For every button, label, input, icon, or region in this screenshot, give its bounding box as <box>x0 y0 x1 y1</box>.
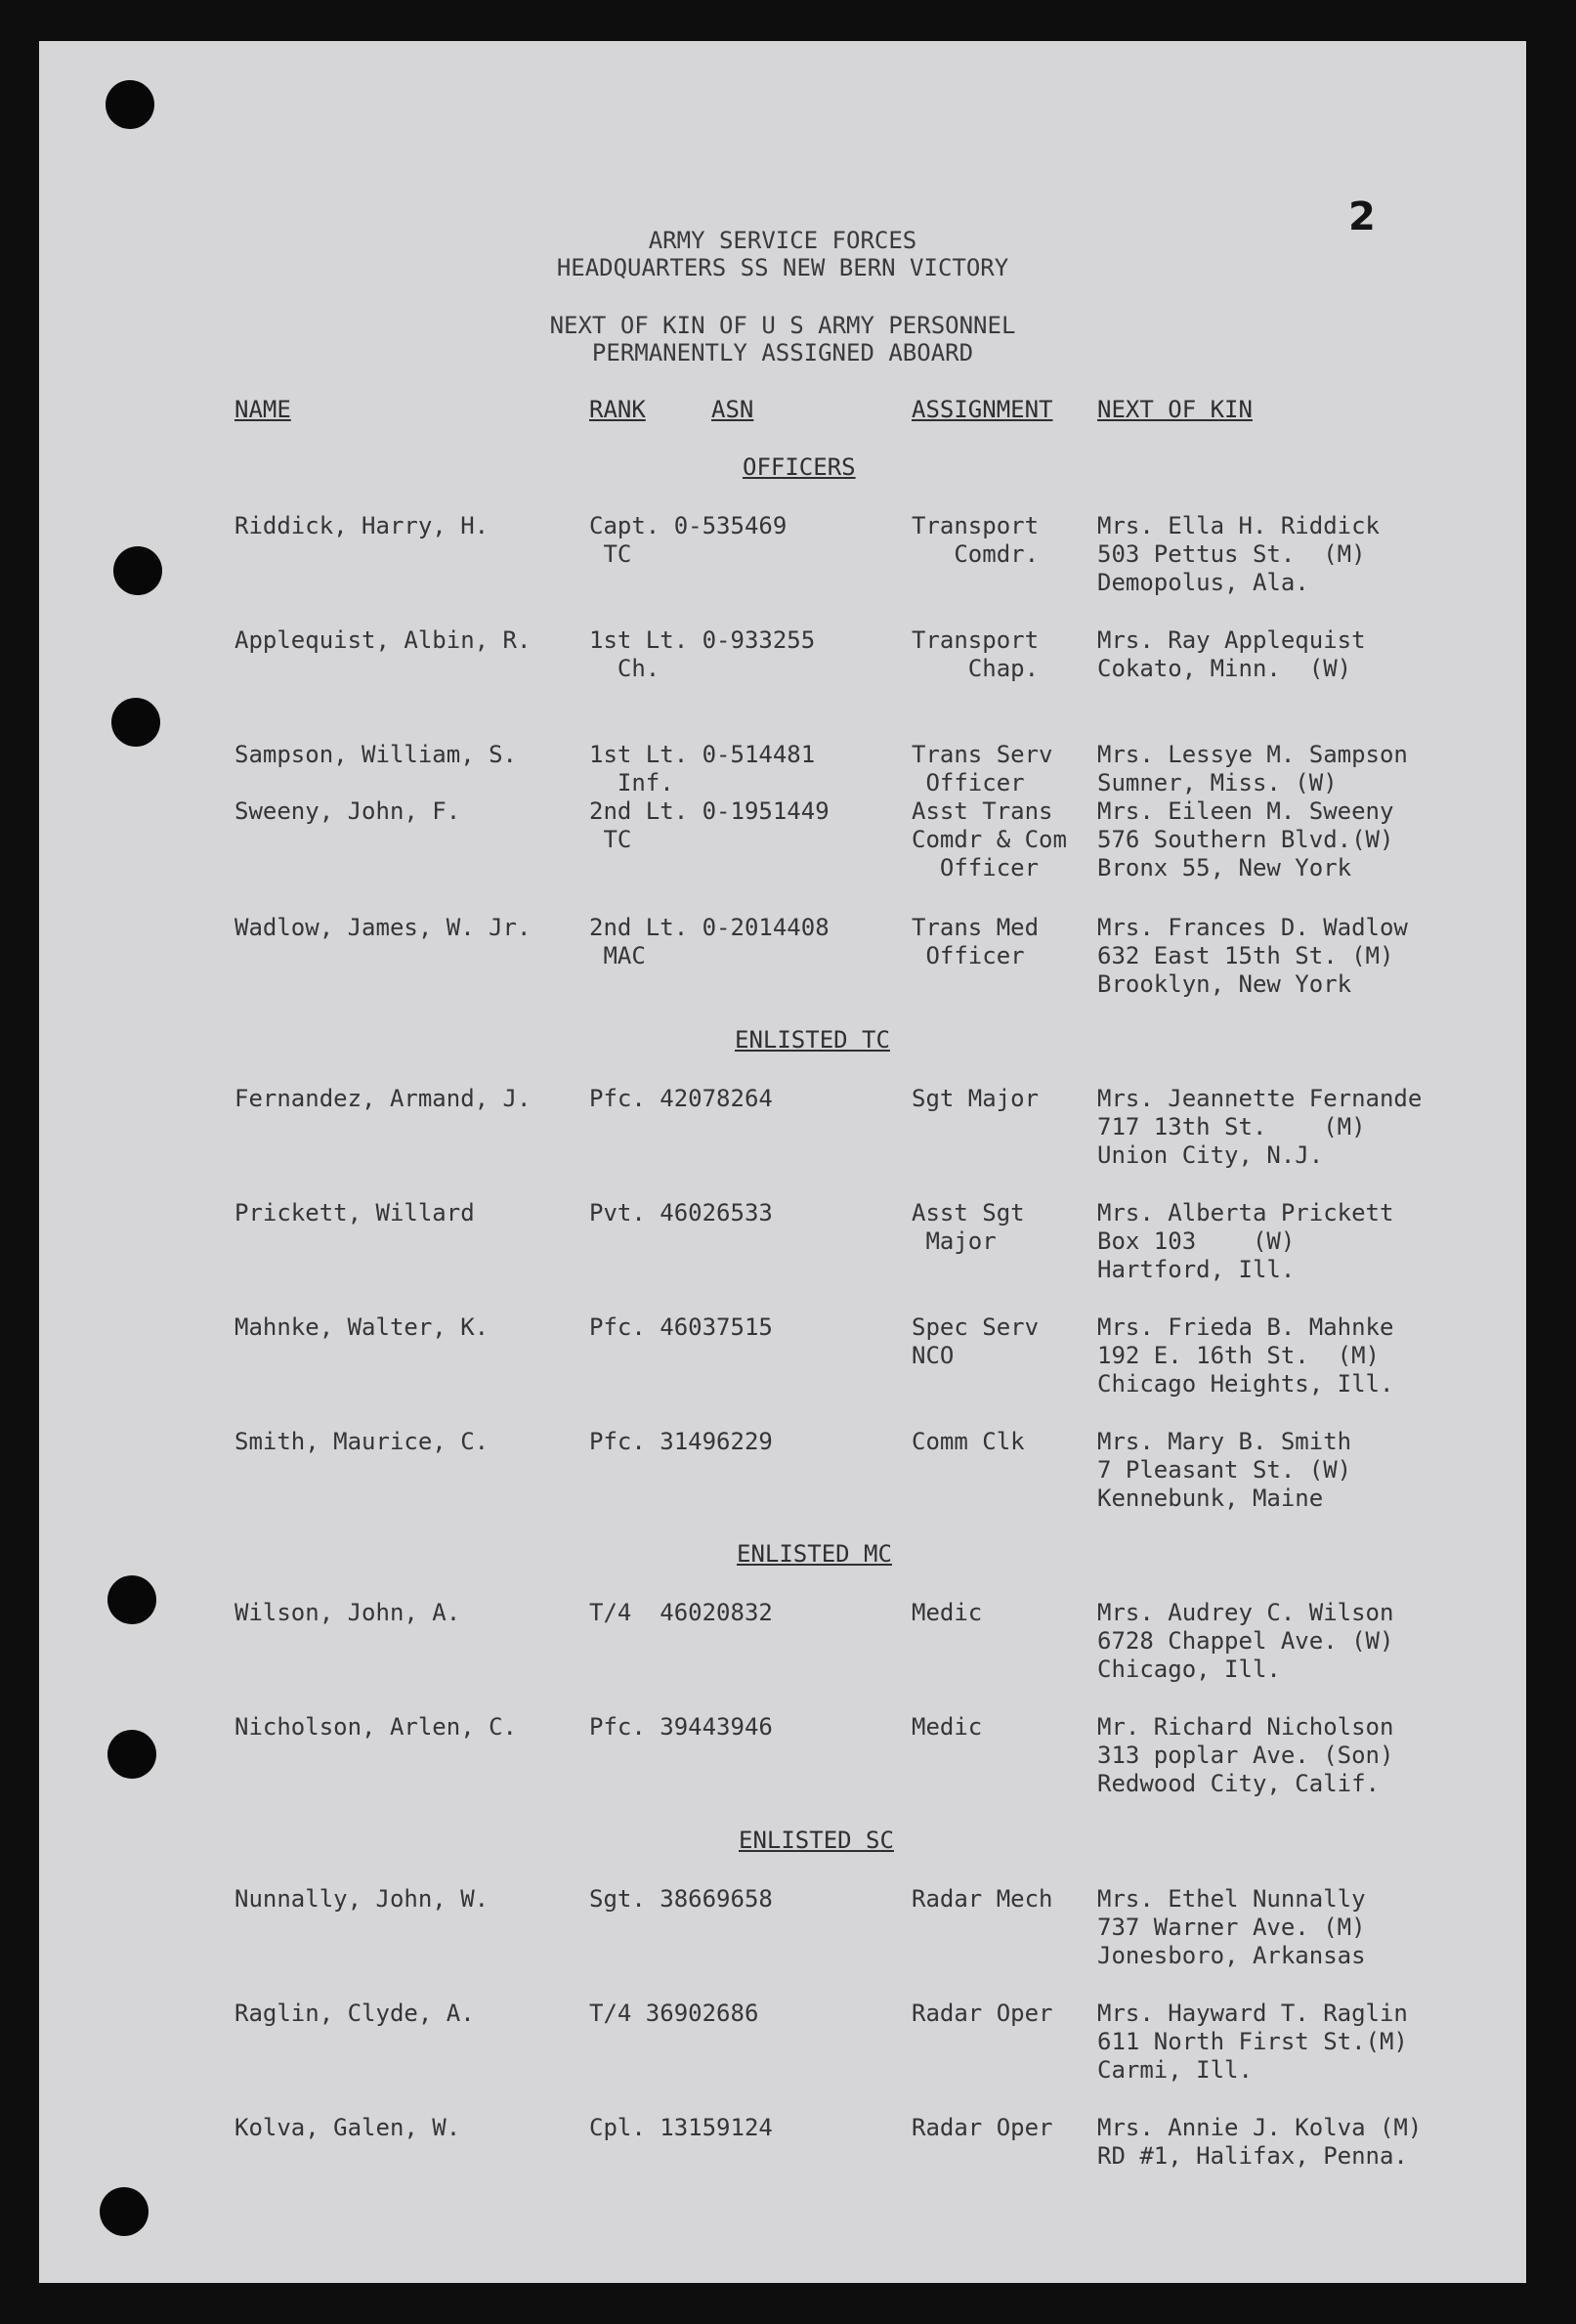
next-of-kin: Mrs. Ella H. Riddick 503 Pettus St. (M) Demopolus, Ala. <box>1097 512 1380 596</box>
punch-hole <box>106 80 154 129</box>
column-rank: RANK <box>589 396 646 423</box>
person-name: Wadlow, James, W. Jr. <box>234 914 532 941</box>
next-of-kin: Mrs. Annie J. Kolva (M) RD #1, Halifax, Penna. <box>1097 2114 1423 2170</box>
rank-asn: 2nd Lt. 0-1951449 TC <box>589 797 830 853</box>
next-of-kin: Mrs. Jeannette Fernande 717 13th St. (M) Union City, N.J. <box>1097 1085 1423 1169</box>
section-title: ENLISTED MC <box>737 1540 892 1568</box>
personnel-row <box>39 1313 1526 1401</box>
person-name: Kolva, Galen, W. <box>234 2114 461 2141</box>
assignment: Radar Oper <box>912 2000 1053 2027</box>
rank-asn: T/4 46020832 <box>589 1599 773 1626</box>
next-of-kin: Mrs. Alberta Prickett Box 103 (W) Hartford, Ill. <box>1097 1199 1394 1283</box>
next-of-kin: Mrs. Mary B. Smith 7 Pleasant St. (W) Kennebunk, Maine <box>1097 1428 1352 1512</box>
person-name: Smith, Maurice, C. <box>234 1428 490 1455</box>
person-name: Riddick, Harry, H. <box>234 512 490 539</box>
rank-asn: 2nd Lt. 0-2014408 MAC <box>589 914 830 969</box>
assignment: Radar Oper <box>912 2114 1053 2141</box>
person-name: Prickett, Willard <box>234 1199 475 1227</box>
person-name: Sampson, William, S. <box>234 741 517 768</box>
page-number: 2 <box>1348 194 1376 239</box>
section-title: OFFICERS <box>743 453 856 481</box>
section-title: ENLISTED SC <box>739 1827 894 1854</box>
section-title: ENLISTED TC <box>735 1026 890 1054</box>
person-name: Raglin, Clyde, A. <box>234 2000 475 2027</box>
header-line-4: PERMANENTLY ASSIGNED ABOARD <box>591 339 974 366</box>
personnel-row <box>39 2114 1526 2202</box>
assignment: Radar Mech <box>912 1885 1053 1913</box>
person-name: Mahnke, Walter, K. <box>234 1313 490 1341</box>
rank-asn: 1st Lt. 0-514481 Inf. <box>589 741 816 796</box>
personnel-row <box>39 1885 1526 1973</box>
rank-asn: Capt. 0-535469 TC <box>589 512 788 568</box>
assignment: Asst Sgt Major <box>912 1199 1025 1255</box>
rank-asn: Pvt. 46026533 <box>589 1199 773 1227</box>
next-of-kin: Mrs. Ethel Nunnally 737 Warner Ave. (M) Jonesboro, Arkansas <box>1097 1885 1366 1969</box>
next-of-kin: Mrs. Eileen M. Sweeny 576 Southern Blvd.(W) Bronx 55, New York <box>1097 797 1394 882</box>
person-name: Nunnally, John, W. <box>234 1885 490 1913</box>
next-of-kin: Mrs. Audrey C. Wilson 6728 Chappel Ave. (W) Chicago, Ill. <box>1097 1599 1394 1683</box>
column-next-of-kin: NEXT OF KIN <box>1097 396 1253 423</box>
assignment: Trans Serv Officer <box>912 741 1053 796</box>
person-name: Wilson, John, A. <box>234 1599 461 1626</box>
assignment: Medic <box>912 1713 983 1741</box>
assignment: Transport Comdr. <box>912 512 1040 568</box>
next-of-kin: Mrs. Frieda B. Mahnke 192 E. 16th St. (M) Chicago Heights, Ill. <box>1097 1313 1394 1398</box>
rank-asn: Pfc. 39443946 <box>589 1713 773 1741</box>
personnel-row <box>39 1085 1526 1173</box>
personnel-row <box>39 626 1526 714</box>
next-of-kin: Mrs. Ray Applequist Cokato, Minn. (W) <box>1097 626 1366 682</box>
person-name: Nicholson, Arlen, C. <box>234 1713 517 1741</box>
personnel-row <box>39 1199 1526 1287</box>
assignment: Trans Med Officer <box>912 914 1040 969</box>
personnel-row <box>39 914 1526 1002</box>
header-line-2: HEADQUARTERS SS NEW BERN VICTORY <box>556 254 1009 281</box>
next-of-kin: Mrs. Lessye M. Sampson Sumner, Miss. (W) <box>1097 741 1408 796</box>
assignment: Asst Trans Comdr & Com Officer <box>912 797 1067 882</box>
personnel-row <box>39 797 1526 885</box>
header-line-1: ARMY SERVICE FORCES <box>648 227 917 254</box>
rank-asn: Pfc. 46037515 <box>589 1313 773 1341</box>
personnel-row <box>39 1599 1526 1687</box>
rank-asn: Cpl. 13159124 <box>589 2114 773 2141</box>
assignment: Sgt Major <box>912 1085 1040 1112</box>
next-of-kin: Mrs. Hayward T. Raglin 611 North First St.(M) Carmi, Ill. <box>1097 2000 1408 2084</box>
person-name: Fernandez, Armand, J. <box>234 1085 532 1112</box>
column-name: NAME <box>234 396 291 423</box>
personnel-row <box>39 2000 1526 2087</box>
rank-asn: Pfc. 31496229 <box>589 1428 773 1455</box>
assignment: Medic <box>912 1599 983 1626</box>
rank-asn: Sgt. 38669658 <box>589 1885 773 1913</box>
next-of-kin: Mr. Richard Nicholson 313 poplar Ave. (Son) Redwood City, Calif. <box>1097 1713 1394 1797</box>
personnel-row <box>39 1428 1526 1516</box>
next-of-kin: Mrs. Frances D. Wadlow 632 East 15th St. (M) Brooklyn, New York <box>1097 914 1408 998</box>
column-assignment: ASSIGNMENT <box>912 396 1053 423</box>
assignment: Comm Clk <box>912 1428 1025 1455</box>
document-page <box>39 41 1526 2283</box>
personnel-row <box>39 1713 1526 1801</box>
rank-asn: 1st Lt. 0-933255 Ch. <box>589 626 816 682</box>
person-name: Applequist, Albin, R. <box>234 626 532 654</box>
rank-asn: T/4 36902686 <box>589 2000 759 2027</box>
column-asn: ASN <box>711 396 754 423</box>
person-name: Sweeny, John, F. <box>234 797 461 825</box>
personnel-row <box>39 512 1526 600</box>
assignment: Spec Serv NCO <box>912 1313 1040 1369</box>
header-line-3: NEXT OF KIN OF U S ARMY PERSONNEL <box>549 312 1016 339</box>
rank-asn: Pfc. 42078264 <box>589 1085 773 1112</box>
assignment: Transport Chap. <box>912 626 1040 682</box>
